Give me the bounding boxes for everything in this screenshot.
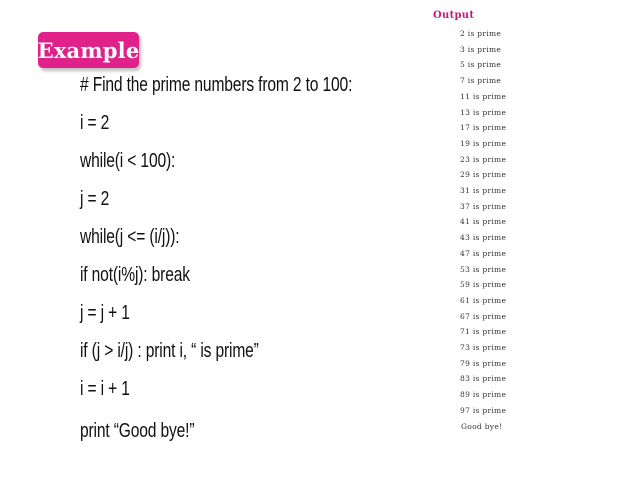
output-line: 41 is prime — [460, 217, 507, 227]
example-badge — [38, 32, 139, 68]
output-line: 29 is prime — [460, 170, 507, 180]
output-line: 11 is prime — [460, 91, 507, 101]
output-line: 47 is prime — [460, 248, 507, 258]
code-line-inner-while: while(j <= (i/j)): — [80, 226, 180, 248]
output-line: 5 is prime — [460, 60, 502, 70]
output-line: 97 is prime — [460, 405, 507, 415]
output-line: 73 is prime — [460, 343, 507, 352]
output-line: 17 is prime — [460, 123, 507, 133]
output-line: 79 is prime — [460, 358, 507, 368]
output-line: 3 is prime — [460, 44, 502, 54]
code-line-outer-while: while(i < 100): — [80, 150, 176, 172]
output-line: 19 is prime — [460, 138, 507, 148]
output-line: 89 is prime — [460, 390, 507, 400]
code-line-init-i: i = 2 — [80, 112, 110, 134]
output-line: 43 is prime — [460, 233, 507, 243]
output-line: 53 is prime — [460, 264, 507, 274]
output-line: 71 is prime — [460, 327, 507, 337]
output-line: 7 is prime — [460, 76, 502, 86]
output-line: 61 is prime — [460, 295, 507, 305]
output-line: 37 is prime — [460, 201, 507, 211]
code-line-print-prime: if (j > i/j) : print i, “ is prime” — [80, 340, 259, 362]
output-line: 13 is prime — [460, 107, 507, 117]
output-panel — [430, 6, 540, 446]
output-line: 67 is prime — [460, 311, 507, 321]
code-line-increment-j: j = j + 1 — [80, 302, 130, 324]
output-title: Output — [433, 10, 475, 21]
example-label: Example — [37, 37, 140, 63]
output-line: 83 is prime — [460, 374, 507, 384]
output-line: 2 is prime — [460, 29, 502, 38]
output-line: 23 is prime — [460, 154, 507, 164]
code-line-break-check: if not(i%j): break — [80, 264, 190, 286]
code-line-print-goodbye: print “Good bye!” — [80, 420, 195, 442]
code-line-init-j: j = 2 — [80, 188, 110, 210]
output-line-goodbye: Good bye! — [461, 421, 503, 431]
code-line-comment: # Find the prime numbers from 2 to 100: — [80, 74, 353, 96]
output-line: 31 is prime — [460, 186, 507, 195]
output-line: 59 is prime — [460, 280, 507, 290]
code-line-increment-i: i = i + 1 — [80, 378, 130, 400]
